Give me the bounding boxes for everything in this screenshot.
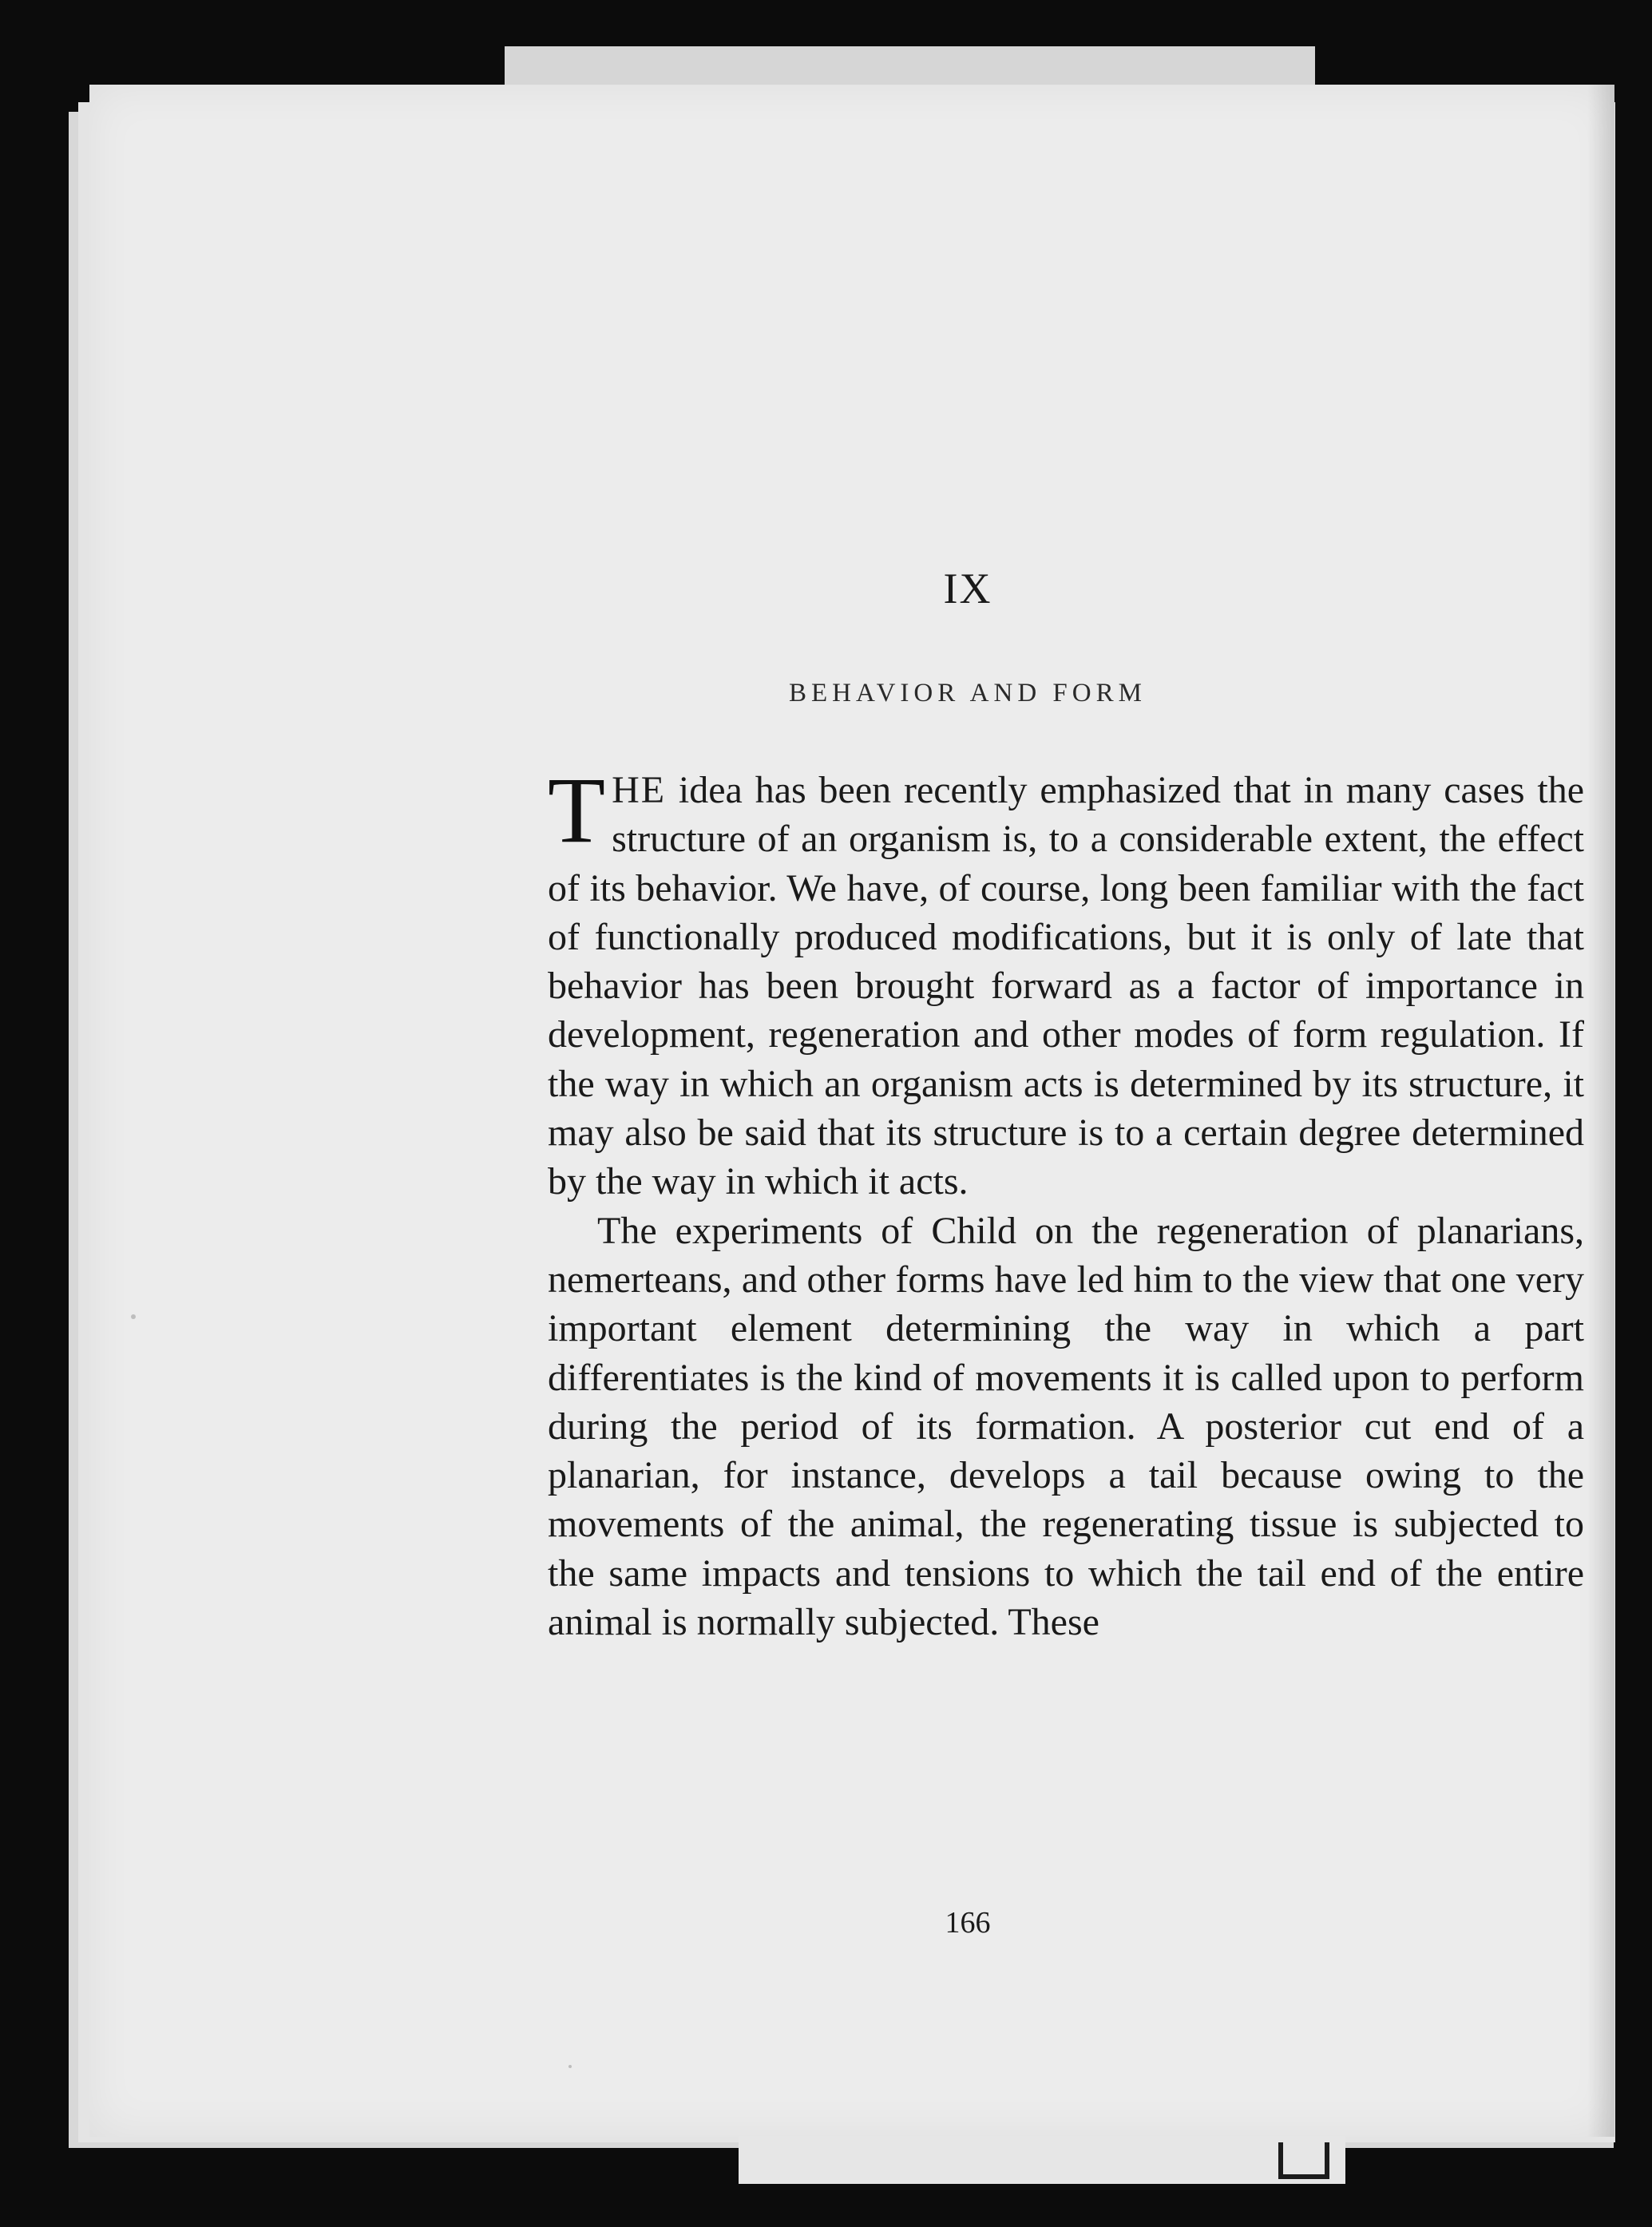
book-page [89, 85, 1614, 2137]
page-number: 166 [945, 1906, 991, 1940]
body-text [548, 758, 1584, 1646]
microfilm-label-strip [739, 2136, 1345, 2184]
spine-shadow [1587, 85, 1614, 2137]
chapter-title: BEHAVIOR AND FORM [789, 679, 1147, 707]
dust-speck [568, 2065, 572, 2068]
paragraph-2: The experiments of Child on the regeneration of planarians, nemerteans, and other forms have led him to the view that one very important element determining the way in which a part differentiates is the kind of movements it is called upon to perform during the period of its formation. A posterior cut end of a planarian, for instance, develops a tail because owing to the movements of the animal, the regenerating tissue is subjected to the same impacts and tensions to which the tail end of the entire animal is normally subjected. These [548, 1209, 1584, 1644]
strip-frame-mark [1278, 2142, 1329, 2179]
paragraph-1-text: idea has been recently emphasized that in many cases the structure of an organism is, to a considerable extent, the effect of its behavior. We have, of course, long been familiar with the fact of functionally produced modifications, but it is only of late that behavior has been brought forward as a factor of importance in development, regeneration and other modes of form regulation. If the way in which an organism acts is determined by its structure, it may also be said that its structure is to a certain degree determined by the way in which it acts. [548, 769, 1584, 1203]
dust-speck [131, 1314, 136, 1319]
drop-cap: T [548, 758, 606, 862]
lead-caps: HE [612, 769, 667, 811]
paragraph-1 [548, 758, 1584, 1207]
chapter-number: IX [943, 565, 992, 612]
